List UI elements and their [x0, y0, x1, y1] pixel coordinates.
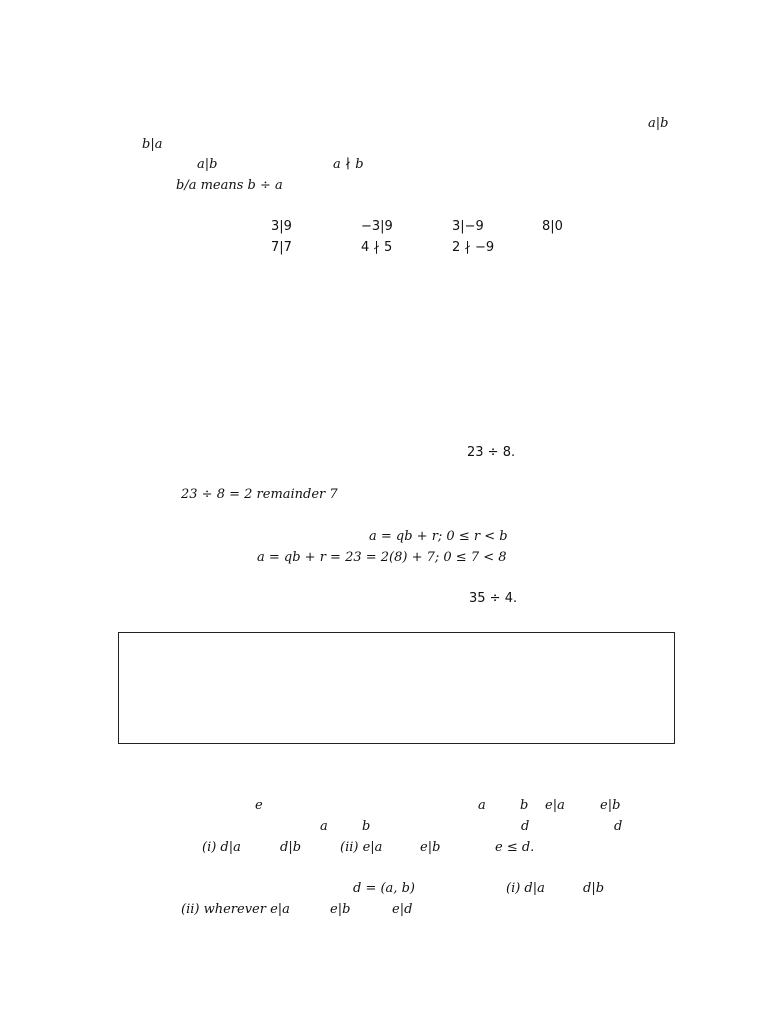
gcd-e-divides-a: e|a: [545, 798, 565, 813]
gcd-definition-ii-a: (ii) wherever e|a: [181, 902, 290, 917]
example-item: 7|7: [271, 240, 292, 255]
not-divides-symbol-example: a ∤ b: [333, 157, 364, 172]
gcd-condition-ii-a: (ii) e|a: [340, 840, 383, 855]
divides-symbol-example: a|b: [197, 157, 218, 172]
example-item: 2 ∤ −9: [452, 240, 495, 255]
gcd-d-2: d: [614, 819, 623, 834]
gcd-condition-ii-b: e|b: [420, 840, 441, 855]
notation-b-divides-a: b|a: [142, 137, 163, 152]
gcd-condition-i-a: (i) d|a: [202, 840, 241, 855]
example-item: 3|9: [271, 219, 292, 234]
gcd-definition-d: d = (a, b): [353, 881, 415, 896]
gcd-b: b: [520, 798, 529, 813]
gcd-definition-ii-b: e|b: [330, 902, 351, 917]
division-result-1: 23 ÷ 8 = 2 remainder 7: [181, 487, 338, 502]
division-problem-1: 23 ÷ 8.: [467, 445, 516, 460]
slash-meaning: b/a means b ÷ a: [176, 178, 283, 193]
gcd-condition-le: e ≤ d.: [495, 840, 535, 855]
gcd-definition-ii-c: e|d: [392, 902, 413, 917]
division-algorithm-applied: a = qb + r = 23 = 2(8) + 7; 0 ≤ 7 < 8: [257, 550, 507, 565]
division-problem-2: 35 ÷ 4.: [469, 591, 518, 606]
example-item: 4 ∤ 5: [361, 240, 393, 255]
division-algorithm-general: a = qb + r; 0 ≤ r < b: [369, 529, 508, 544]
gcd-e-divides-b: e|b: [600, 798, 621, 813]
example-item: 8|0: [542, 219, 563, 234]
gcd-e: e: [255, 798, 263, 813]
gcd-b-2: b: [362, 819, 371, 834]
gcd-condition-i-b: d|b: [280, 840, 302, 855]
answer-box[interactable]: [118, 632, 675, 744]
gcd-definition-i-a: (i) d|a: [506, 881, 545, 896]
gcd-d: d: [521, 819, 530, 834]
gcd-a-2: a: [320, 819, 328, 834]
example-item: 3|−9: [452, 219, 484, 234]
gcd-a: a: [478, 798, 486, 813]
gcd-definition-i-b: d|b: [583, 881, 605, 896]
notation-a-divides-b: a|b: [648, 116, 669, 131]
example-item: −3|9: [361, 219, 393, 234]
